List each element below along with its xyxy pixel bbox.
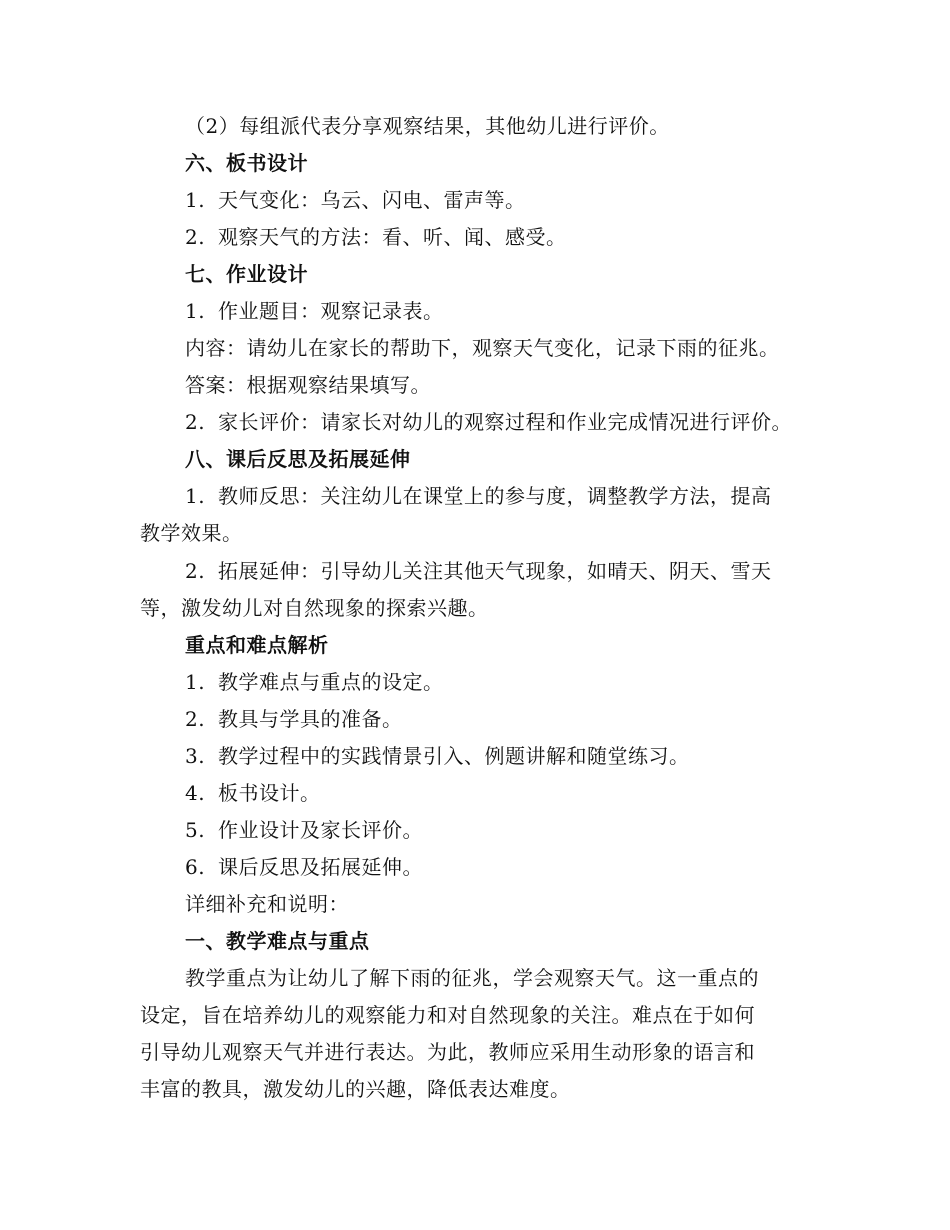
list-number: 1.: [185, 670, 206, 694]
list-number: 1.: [185, 299, 206, 323]
list-number: 2.: [185, 559, 206, 583]
list-item: [185, 743, 690, 769]
section-heading-homework-design: 七、作业设计: [185, 262, 308, 286]
list-item: [185, 298, 444, 324]
list-item: [185, 558, 772, 584]
paragraph-line: 引导幼儿观察天气并进行表达。为此，教师应采用生动形象的语言和: [140, 1040, 755, 1064]
list-item: [185, 854, 423, 880]
list-item-text: 教学过程中的实践情景引入、例题讲解和随堂练习。: [218, 744, 690, 768]
list-item-text: 天气变化：乌云、闪电、雷声等。: [218, 188, 526, 212]
paragraph-line: 教学效果。: [140, 521, 243, 545]
paragraph-line: 内容：请幼儿在家长的帮助下，观察天气变化，记录下雨的征兆。: [185, 336, 780, 360]
paragraph-line: 丰富的教具，激发幼儿的兴趣，降低表达难度。: [140, 1077, 571, 1101]
paragraph-line: 答案：根据观察结果填写。: [185, 373, 431, 397]
list-number: 5.: [185, 818, 206, 842]
section-heading-reflection: 八、课后反思及拓展延伸: [185, 447, 411, 471]
list-number: 2.: [185, 707, 206, 731]
list-number: 1.: [185, 188, 206, 212]
list-number: 1.: [185, 484, 206, 508]
list-item-text: 板书设计。: [218, 781, 321, 805]
paragraph-line: 等，激发幼儿对自然现象的探索兴趣。: [140, 596, 489, 620]
list-item: [185, 706, 403, 732]
list-item-text: 课后反思及拓展延伸。: [218, 855, 423, 879]
list-item: [185, 224, 567, 250]
list-number: 3.: [185, 744, 206, 768]
list-number: 2.: [185, 225, 206, 249]
list-item-text: 教具与学具的准备。: [218, 707, 403, 731]
list-number: 2.: [185, 410, 206, 434]
paragraph-line: （2）每组派代表分享观察结果，其他幼儿进行评价。: [185, 114, 670, 138]
paragraph-line: 设定，旨在培养幼儿的观察能力和对自然现象的关注。难点在于如何: [140, 1003, 755, 1027]
list-item-text: 教师反思：关注幼儿在课堂上的参与度，调整教学方法，提高: [218, 484, 772, 508]
list-item: [185, 817, 423, 843]
list-number: 6.: [185, 855, 206, 879]
paragraph-line: 教学重点为让幼儿了解下雨的征兆，学会观察天气。这一重点的: [185, 966, 759, 990]
section-heading-key-points-analysis: 重点和难点解析: [185, 633, 329, 657]
list-item-text: 教学难点与重点的设定。: [218, 670, 444, 694]
list-number: 4.: [185, 781, 206, 805]
list-item: [185, 187, 526, 213]
list-item-text: 观察天气的方法：看、听、闻、感受。: [218, 225, 567, 249]
list-item-text: 拓展延伸：引导幼儿关注其他天气现象，如晴天、阴天、雪天: [218, 559, 772, 583]
list-item-text: 家长评价：请家长对幼儿的观察过程和作业完成情况进行评价。: [218, 410, 792, 434]
section-heading-board-design: 六、板书设计: [185, 151, 308, 175]
list-item: [185, 780, 321, 806]
list-item: [185, 409, 792, 435]
list-item-text: 作业设计及家长评价。: [218, 818, 423, 842]
paragraph-line: 详细补充和说明：: [185, 892, 349, 916]
list-item-text: 作业题目：观察记录表。: [218, 299, 444, 323]
list-item: [185, 669, 444, 695]
section-heading-teaching-difficulties: 一、教学难点与重点: [185, 929, 370, 953]
list-item: [185, 483, 772, 509]
